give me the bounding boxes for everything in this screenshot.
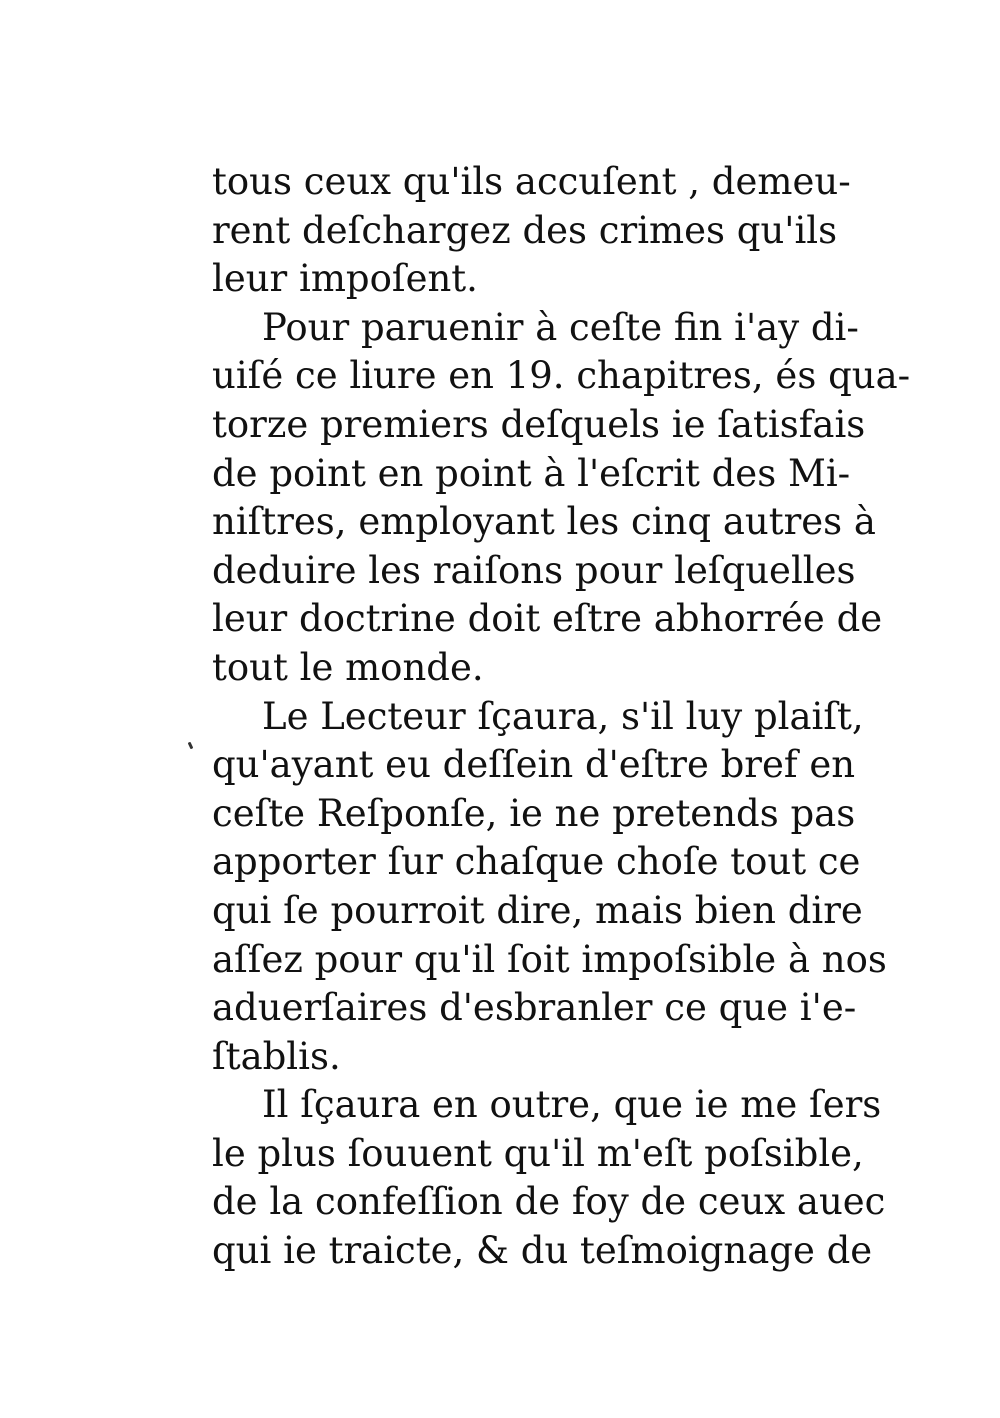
ink-speck bbox=[188, 742, 194, 750]
text-line-paragraph-start: Il ſçaura en outre, que ie me ſers bbox=[262, 1083, 882, 1127]
text-line: leur doctrine doit eſtre abhorrée de bbox=[212, 597, 883, 641]
text-line-paragraph-start: Pour paruenir à ceſte fin i'ay di- bbox=[262, 305, 859, 349]
text-line: le plus ſouuent qu'il m'eſt poſsible, bbox=[212, 1131, 864, 1175]
text-line: uiſé ce liure en 19. chapitres, és qua- bbox=[212, 354, 911, 398]
text-line: ceſte Reſponſe, ie ne pretends pas bbox=[212, 791, 856, 835]
text-line: deduire les raiſons pour leſquelles bbox=[212, 548, 856, 592]
text-line: aduerſaires d'esbranler ce que i'e- bbox=[212, 986, 857, 1030]
text-line: qui ſe pourroit dire, mais bien dire bbox=[212, 888, 863, 932]
text-line: ſtablis. bbox=[212, 1034, 341, 1078]
text-line: niſtres, employant les cinq autres à bbox=[212, 500, 876, 544]
text-line: tous ceux qu'ils accuſent , demeu- bbox=[212, 160, 851, 203]
text-line: tout le monde. bbox=[212, 645, 484, 689]
text-line: torze premiers deſquels ie ſatisfais bbox=[212, 402, 866, 446]
text-line: de point en point à l'eſcrit des Mi- bbox=[212, 451, 851, 495]
text-line: apporter ſur chaſque choſe tout ce bbox=[212, 840, 861, 884]
text-line-paragraph-start: Le Lecteur ſçaura, s'il luy plaiſt, bbox=[262, 694, 864, 738]
text-line: de la confeſſion de foy de ceux auec bbox=[212, 1180, 886, 1224]
text-line: leur impoſent. bbox=[212, 257, 478, 301]
text-line: qu'ayant eu deſſein d'eſtre bref en bbox=[212, 743, 856, 787]
text-line: qui ie traicte, & du teſmoignage de bbox=[212, 1229, 873, 1273]
text-line: rent deſchargez des crimes qu'ils bbox=[212, 208, 838, 252]
text-line: aſſez pour qu'il ſoit impoſsible à nos bbox=[212, 937, 887, 981]
body-text bbox=[212, 158, 911, 1276]
